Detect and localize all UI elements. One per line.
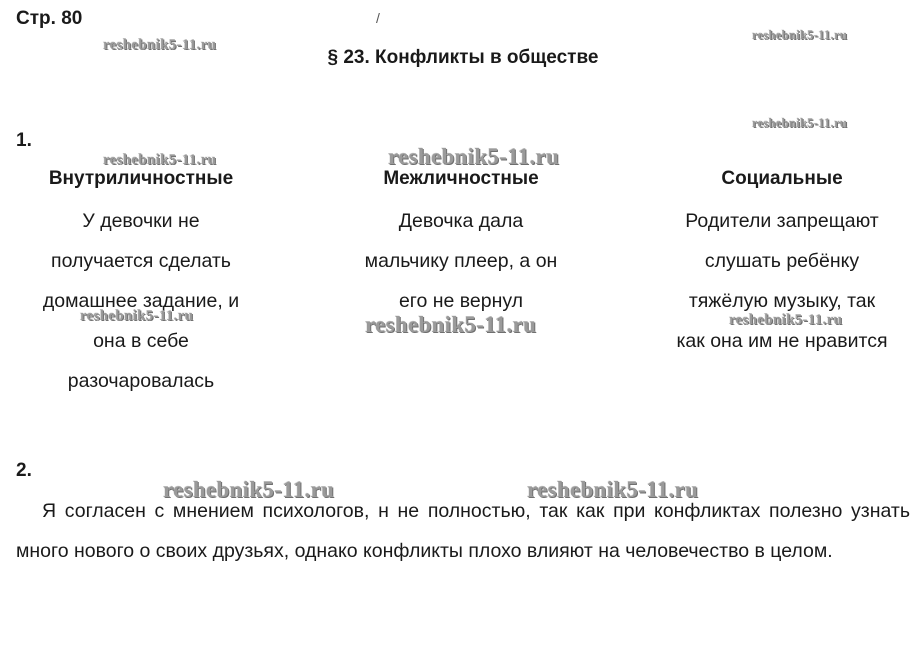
column-heading: Межличностные [383, 168, 539, 189]
column-line: домашнее задание, и [42, 290, 240, 312]
column-line: получается сделать [51, 250, 231, 272]
watermark: reshebnik5-11.ru [163, 477, 335, 502]
watermark: reshebnik5-11.ru [527, 477, 699, 502]
column-line: У девочки не [82, 210, 200, 232]
column-interpersonal [336, 168, 586, 321]
section-title: § 23. Конфликты в обществе [327, 47, 599, 68]
column-heading: Социальные [721, 168, 843, 189]
column-line: его не вернул [398, 290, 524, 312]
page-number: Стр. 80 [16, 8, 83, 29]
column-line: она в себе [93, 330, 189, 352]
column-line: мальчику плеер, а он [364, 250, 558, 272]
watermark: reshebnik5-11.ru [103, 37, 217, 53]
column-line: Родители запрещают [685, 210, 879, 232]
column-line: тяжёлую музыку, так [688, 290, 876, 312]
task-2-answer [16, 491, 910, 571]
watermark: reshebnik5-11.ru [752, 28, 848, 42]
column-heading: Внутриличностные [48, 168, 234, 189]
watermark: reshebnik5-11.ru [365, 312, 537, 337]
watermark: reshebnik5-11.ru [80, 308, 194, 324]
task-2-number: 2. [16, 460, 32, 481]
watermark: reshebnik5-11.ru [103, 152, 217, 168]
task-1-number: 1. [16, 130, 32, 151]
stray-mark: / [376, 10, 380, 26]
column-intrapersonal [16, 168, 266, 401]
answer-text: Я согласен с мнением психологов, н не полностью, так как при конфликтах полезно узнать много нового о своих друзьях, однако конфликты плохо влияют на человечество в целом. [16, 500, 910, 562]
watermark: reshebnik5-11.ru [752, 116, 848, 130]
column-line: Девочка дала [398, 210, 524, 232]
column-line: как она им не нравится [676, 330, 888, 352]
column-line: разочаровалась [67, 370, 215, 392]
column-line: слушать ребёнку [704, 250, 860, 272]
watermark: reshebnik5-11.ru [729, 312, 843, 328]
column-social [652, 168, 912, 361]
watermark: reshebnik5-11.ru [388, 144, 560, 169]
